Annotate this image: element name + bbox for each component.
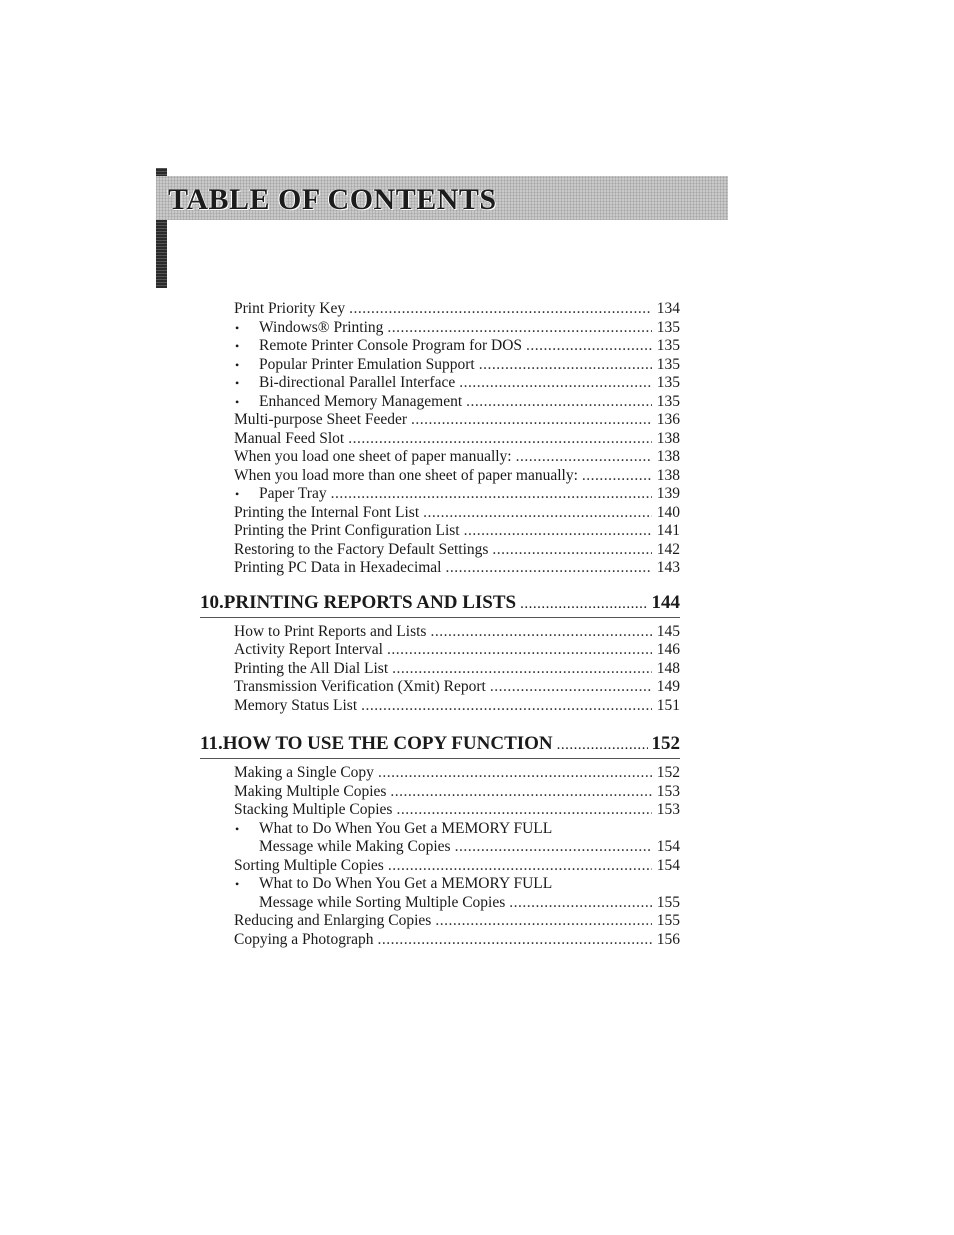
toc-entry-continued[interactable] bbox=[200, 838, 680, 857]
toc-entry[interactable] bbox=[200, 857, 680, 876]
entry-text-wrap bbox=[234, 504, 419, 523]
entry-text: Message while Sorting Multiple Copies bbox=[259, 893, 506, 911]
entry-page: 149 bbox=[656, 678, 680, 695]
toc-entry[interactable] bbox=[200, 485, 680, 504]
entry-page: 134 bbox=[656, 300, 680, 317]
toc-entry[interactable] bbox=[200, 393, 680, 412]
entry-text: Message while Making Copies bbox=[259, 838, 451, 855]
toc-entry[interactable] bbox=[200, 801, 680, 820]
entry-text: Printing PC Data in Hexadecimal bbox=[234, 559, 442, 576]
entry-text: Printing the Internal Font List bbox=[234, 503, 420, 521]
entry-page: 153 bbox=[656, 782, 680, 800]
toc-entry[interactable] bbox=[200, 430, 680, 449]
toc-group-printer bbox=[200, 300, 680, 578]
entry-page: 143 bbox=[656, 559, 680, 576]
entry-text-wrap bbox=[234, 448, 512, 467]
section-number: 11. bbox=[200, 733, 223, 754]
toc-entry[interactable] bbox=[200, 300, 680, 319]
toc-entry[interactable] bbox=[200, 374, 680, 393]
entry-text-wrap bbox=[234, 559, 442, 578]
toc-entry[interactable] bbox=[200, 697, 680, 716]
entry-page: 156 bbox=[656, 930, 680, 948]
entry-page: 145 bbox=[656, 622, 680, 640]
entry-page: 138 bbox=[656, 466, 680, 484]
toc-entry[interactable] bbox=[200, 319, 680, 338]
bullet-icon: • bbox=[235, 487, 240, 501]
entry-page: 135 bbox=[656, 392, 680, 410]
entry-text: Stacking Multiple Copies bbox=[234, 801, 393, 818]
section-number: 10. bbox=[200, 591, 224, 613]
entry-text-wrap bbox=[235, 337, 523, 356]
entry-text: When you load more than one sheet of paper manually: bbox=[234, 466, 578, 484]
entry-text: Paper Tray bbox=[259, 485, 327, 502]
entry-text-wrap bbox=[235, 355, 475, 375]
table-of-contents bbox=[200, 300, 680, 949]
dot-leader bbox=[435, 912, 652, 931]
toc-group-copy bbox=[200, 764, 680, 949]
entry-page: 141 bbox=[656, 522, 680, 539]
entry-page: 135 bbox=[656, 355, 680, 373]
toc-entry[interactable] bbox=[200, 541, 680, 560]
page-title: TABLE OF CONTENTS bbox=[168, 183, 497, 216]
dot-leader bbox=[557, 732, 648, 758]
section-title: PRINTING REPORTS AND LISTS bbox=[223, 591, 517, 613]
dot-leader bbox=[378, 931, 653, 950]
entry-text: Transmission Verification (Xmit) Report bbox=[234, 678, 486, 695]
entry-text-wrap bbox=[234, 660, 388, 679]
dot-leader bbox=[411, 411, 652, 430]
toc-entry[interactable] bbox=[200, 448, 680, 467]
entry-page: 135 bbox=[656, 337, 680, 354]
dot-leader bbox=[520, 591, 647, 617]
toc-entry[interactable] bbox=[200, 504, 680, 523]
entry-text: Sorting Multiple Copies bbox=[234, 856, 384, 874]
toc-entry[interactable] bbox=[200, 783, 680, 802]
section-title: HOW TO USE THE COPY FUNCTION bbox=[222, 733, 553, 754]
bullet-icon: • bbox=[235, 821, 240, 836]
entry-text: Remote Printer Console Program for DOS bbox=[259, 337, 523, 354]
toc-entry[interactable] bbox=[200, 660, 680, 679]
dot-leader bbox=[492, 541, 652, 560]
entry-text-wrap bbox=[235, 392, 463, 412]
entry-page: 138 bbox=[656, 448, 680, 465]
dot-leader bbox=[387, 641, 652, 660]
toc-entry-continued[interactable] bbox=[200, 894, 680, 913]
dot-leader bbox=[516, 448, 652, 467]
entry-text: Print Priority Key bbox=[234, 300, 346, 317]
dot-leader bbox=[387, 319, 652, 338]
entry-text-wrap bbox=[235, 318, 384, 338]
entry-page: 151 bbox=[656, 696, 680, 714]
dot-leader bbox=[361, 697, 652, 716]
toc-entry[interactable] bbox=[200, 931, 680, 950]
dot-leader bbox=[396, 801, 652, 820]
entry-page: 154 bbox=[656, 856, 680, 874]
toc-entry[interactable] bbox=[200, 411, 680, 430]
bullet-icon: • bbox=[235, 376, 240, 390]
entry-page: 139 bbox=[656, 485, 680, 502]
entry-text: Printing the All Dial List bbox=[234, 659, 389, 677]
entry-text-wrap bbox=[234, 430, 344, 449]
entry-text-wrap bbox=[234, 697, 357, 716]
section-page: 144 bbox=[651, 591, 680, 613]
entry-text: How to Print Reports and Lists bbox=[234, 622, 427, 640]
entry-text: Manual Feed Slot bbox=[234, 429, 345, 447]
entry-text: Multi-purpose Sheet Feeder bbox=[234, 411, 408, 428]
toc-entry[interactable] bbox=[200, 337, 680, 356]
toc-entry[interactable] bbox=[200, 467, 680, 486]
toc-entry[interactable] bbox=[200, 522, 680, 541]
section-page: 152 bbox=[651, 733, 680, 754]
toc-entry[interactable] bbox=[200, 764, 680, 783]
entry-text-wrap bbox=[235, 374, 456, 393]
dot-leader bbox=[464, 522, 652, 541]
entry-text-wrap bbox=[234, 411, 407, 430]
entry-text: Making a Single Copy bbox=[234, 764, 374, 781]
dot-leader bbox=[479, 356, 652, 375]
entry-text-wrap bbox=[234, 623, 426, 642]
toc-entry[interactable] bbox=[200, 875, 680, 894]
entry-text: When you load one sheet of paper manually: bbox=[234, 448, 512, 465]
entry-text: Restoring to the Factory Default Settings bbox=[234, 540, 489, 558]
entry-page: 155 bbox=[656, 912, 680, 929]
bullet-icon: • bbox=[235, 320, 240, 335]
bullet-icon: • bbox=[235, 394, 240, 409]
entry-text-wrap bbox=[234, 467, 578, 486]
entry-text: What to Do When You Get a MEMORY FULL bbox=[259, 819, 553, 837]
dot-leader bbox=[349, 300, 652, 319]
dot-leader bbox=[378, 764, 652, 783]
entry-text: What to Do When You Get a MEMORY FULL bbox=[259, 875, 553, 892]
entry-text: Bi-directional Parallel Interface bbox=[259, 374, 456, 391]
entry-text: Copying a Photograph bbox=[234, 930, 374, 948]
entry-text-wrap bbox=[234, 300, 345, 319]
dot-leader bbox=[392, 660, 652, 679]
toc-entry[interactable] bbox=[200, 356, 680, 375]
dot-leader bbox=[423, 504, 652, 523]
dot-leader bbox=[430, 623, 652, 642]
section-10-heading[interactable] bbox=[200, 590, 680, 618]
entry-page: 152 bbox=[656, 764, 680, 781]
entry-text-wrap bbox=[234, 678, 486, 697]
toc-group-reports bbox=[200, 623, 680, 716]
dot-leader bbox=[582, 467, 652, 486]
entry-page: 142 bbox=[656, 540, 680, 558]
entry-page: 155 bbox=[656, 893, 680, 911]
entry-text: Reducing and Enlarging Copies bbox=[234, 912, 432, 929]
dot-leader bbox=[388, 857, 652, 876]
toc-entry[interactable] bbox=[200, 678, 680, 697]
toc-entry[interactable] bbox=[200, 820, 680, 839]
entry-page: 135 bbox=[656, 374, 680, 391]
entry-page: 154 bbox=[656, 838, 680, 855]
dot-leader bbox=[390, 783, 652, 802]
section-11-heading[interactable] bbox=[200, 731, 680, 759]
dot-leader bbox=[466, 393, 652, 412]
dot-leader bbox=[348, 430, 652, 449]
dot-leader bbox=[526, 337, 652, 356]
entry-page: 140 bbox=[656, 503, 680, 521]
entry-text-wrap bbox=[235, 485, 327, 504]
toc-entry[interactable] bbox=[200, 912, 680, 931]
toc-entry[interactable] bbox=[200, 559, 680, 578]
bullet-icon: • bbox=[235, 357, 240, 372]
bullet-icon: • bbox=[235, 877, 240, 891]
dot-leader bbox=[459, 374, 652, 393]
dot-leader bbox=[331, 485, 652, 504]
bullet-icon: • bbox=[235, 339, 240, 353]
toc-entry[interactable] bbox=[200, 641, 680, 660]
entry-text: Printing the Print Configuration List bbox=[234, 522, 460, 539]
entry-page: 148 bbox=[656, 659, 680, 677]
entry-page: 136 bbox=[656, 411, 680, 428]
entry-text: Windows® Printing bbox=[259, 318, 384, 336]
dot-leader bbox=[455, 838, 652, 857]
toc-entry[interactable] bbox=[200, 623, 680, 642]
entry-text: Activity Report Interval bbox=[234, 641, 383, 658]
dot-leader bbox=[490, 678, 652, 697]
dot-leader bbox=[446, 559, 653, 578]
entry-text: Enhanced Memory Management bbox=[259, 392, 463, 410]
entry-text: Popular Printer Emulation Support bbox=[259, 355, 475, 373]
entry-page: 153 bbox=[656, 801, 680, 818]
entry-text: Memory Status List bbox=[234, 696, 358, 714]
entry-page: 138 bbox=[656, 429, 680, 447]
entry-page: 135 bbox=[656, 318, 680, 336]
entry-page: 146 bbox=[656, 641, 680, 658]
entry-text-wrap bbox=[234, 641, 383, 660]
dot-leader bbox=[509, 894, 652, 913]
entry-text-wrap bbox=[234, 522, 460, 541]
entry-text-wrap bbox=[234, 541, 488, 560]
entry-text: Making Multiple Copies bbox=[234, 782, 387, 800]
